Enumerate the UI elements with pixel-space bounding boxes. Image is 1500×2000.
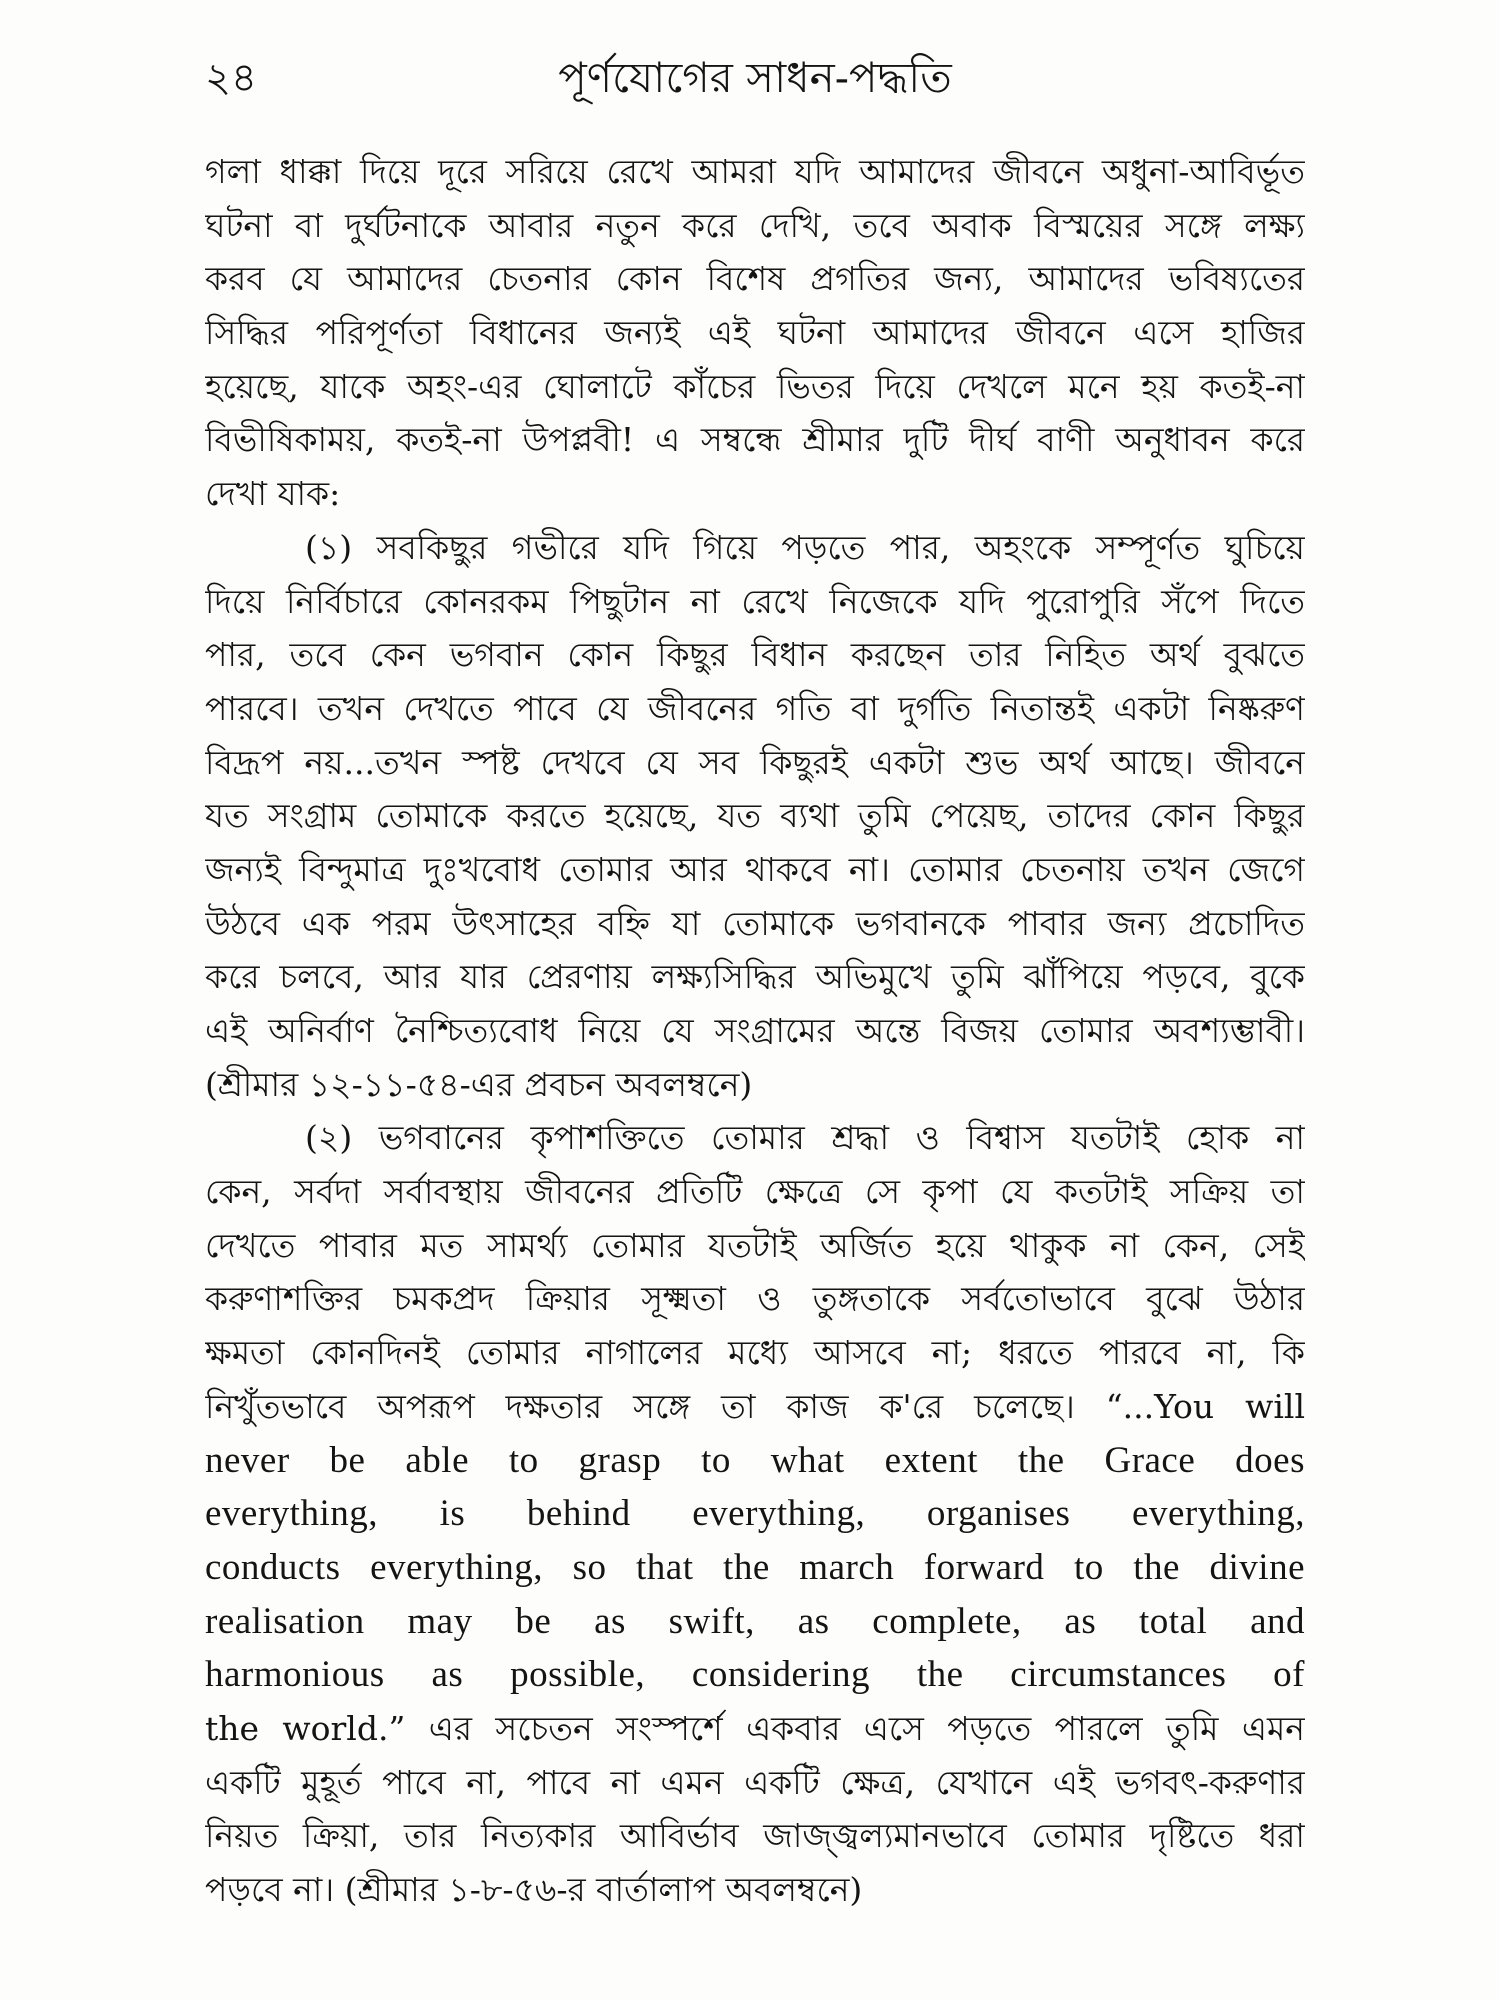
text-line: বিদ্রূপ নয়...তখন স্পষ্ট দেখবে যে সব কিছুরই একটা শুভ অর্থ আছে। জীবনে (205, 742, 1305, 782)
text-line: করুণাশক্তির চমকপ্রদ ক্রিয়ার সূক্ষ্মতা ও তুঙ্গতাকে সর্বতোভাবে বুঝে উঠার (205, 1279, 1305, 1319)
english-quote-line: realisation may be as swift, as complete, as total and (205, 1600, 1305, 1642)
text-line: নিয়ত ক্রিয়া, তার নিত্যকার আবির্ভাব জাজ্জ্বল্যমানভাবে তোমার দৃষ্টিতে ধরা (205, 1816, 1305, 1856)
text-line: একটি মুহূর্ত পাবে না, পাবে না এমন একটি ক্ষেত্র, যেখানে এই ভগবৎ-করুণার (205, 1762, 1305, 1802)
english-quote-line: harmonious as possible, considering the circumstances of (205, 1654, 1305, 1696)
english-quote-line: never be able to grasp to what extent the Grace does (205, 1439, 1305, 1481)
running-title: পূর্ণযোগের সাধন-পদ্ধতি (558, 53, 952, 102)
quote-2-source: পড়বে না। (শ্রীমার ১-৮-৫৬-র বার্তালাপ অবলম্বনে) (205, 1870, 863, 1909)
quote-2-first-line: (২) ভগবানের কৃপাশক্তিতে তোমার শ্রদ্ধা ও বিশ্বাস যতটাই হোক না (305, 1118, 1305, 1158)
text-line: কেন, সর্বদা সর্বাবস্থায় জীবনের প্রতিটি ক্ষেত্রে সে কৃপা যে কতটাই সক্রিয় তা (205, 1172, 1305, 1212)
quote-1-first-line: (১) সবকিছুর গভীরে যদি গিয়ে পড়তে পার, অহংকে সম্পূর্ণত ঘুচিয়ে (305, 527, 1305, 567)
text-line: পার, তবে কেন ভগবান কোন কিছুর বিধান করছেন তার নিহিত অর্থ বুঝতে (205, 635, 1305, 675)
text-line: করব যে আমাদের চেতনার কোন বিশেষ প্রগতির জন্য, আমাদের ভবিষ্যতের (205, 259, 1305, 299)
page-number: ২৪ (205, 55, 257, 101)
text-line: বিভীষিকাময়, কতই-না উপপ্লবী! এ সম্বন্ধে শ্রীমার দুটি দীর্ঘ বাণী অনুধাবন করে (205, 420, 1305, 460)
text-line: সিদ্ধির পরিপূর্ণতা বিধানের জন্যই এই ঘটনা আমাদের জীবনে এসে হাজির (205, 313, 1305, 353)
text-line: জন্যই বিন্দুমাত্র দুঃখবোধ তোমার আর থাকবে না। তোমার চেতনায় তখন জেগে (205, 849, 1305, 889)
text-line: এই অনির্বাণ নৈশ্চিত্যবোধ নিয়ে যে সংগ্রামের অন্তে বিজয় তোমার অবশ্যম্ভাবী। (205, 1011, 1305, 1050)
quote-1-source: (শ্রীমার ১২-১১-৫৪-এর প্রবচন অবলম্বনে) (205, 1064, 753, 1104)
text-line: ঘটনা বা দুর্ঘটনাকে আবার নতুন করে দেখি, তবে অবাক বিস্ময়ের সঙ্গে লক্ষ্য (205, 205, 1305, 245)
page-header (205, 48, 1305, 108)
text-line: the world.” এর সচেতন সংস্পর্শে একবার এসে পড়তে পারলে তুমি এমন (205, 1708, 1305, 1748)
text-line: গলা ধাক্কা দিয়ে দূরে সরিয়ে রেখে আমরা যদি আমাদের জীবনে অধুনা-আবির্ভূত (205, 152, 1305, 191)
english-quote-line: everything, is behind everything, organises everything, (205, 1493, 1305, 1535)
text-line: করে চলবে, আর যার প্রেরণায় লক্ষ্যসিদ্ধির অভিমুখে তুমি ঝাঁপিয়ে পড়বে, বুকে (205, 957, 1305, 997)
text-line: নিখুঁতভাবে অপরূপ দক্ষতার সঙ্গে তা কাজ ক'রে চলেছে। “...You will (205, 1386, 1305, 1426)
text-line: হয়েছে, যাকে অহং-এর ঘোলাটে কাঁচের ভিতর দিয়ে দেখলে মনে হয় কতই-না (205, 366, 1305, 406)
text-line: ক্ষমতা কোনদিনই তোমার নাগালের মধ্যে আসবে না; ধরতে পারবে না, কি (205, 1333, 1305, 1373)
body-text (205, 145, 1305, 1917)
text-line: যত সংগ্রাম তোমাকে করতে হয়েছে, যত ব্যথা তুমি পেয়েছ, তাদের কোন কিছুর (205, 796, 1305, 836)
text-line: দেখা যাক: (205, 474, 341, 514)
text-line: দেখতে পাবার মত সামর্থ্য তোমার যতটাই অর্জিত হয়ে থাকুক না কেন, সেই (205, 1225, 1305, 1265)
english-quote-line: conducts everything, so that the march forward to the divine (205, 1546, 1305, 1588)
text-line: দিয়ে নির্বিচারে কোনরকম পিছুটান না রেখে নিজেকে যদি পুরোপুরি সঁপে দিতে (205, 581, 1305, 621)
text-line: উঠবে এক পরম উৎসাহের বহ্নি যা তোমাকে ভগবানকে পাবার জন্য প্রচোদিত (205, 903, 1305, 943)
text-line: পারবে। তখন দেখতে পাবে যে জীবনের গতি বা দুর্গতি নিতান্তই একটা নিষ্করুণ (205, 688, 1305, 728)
